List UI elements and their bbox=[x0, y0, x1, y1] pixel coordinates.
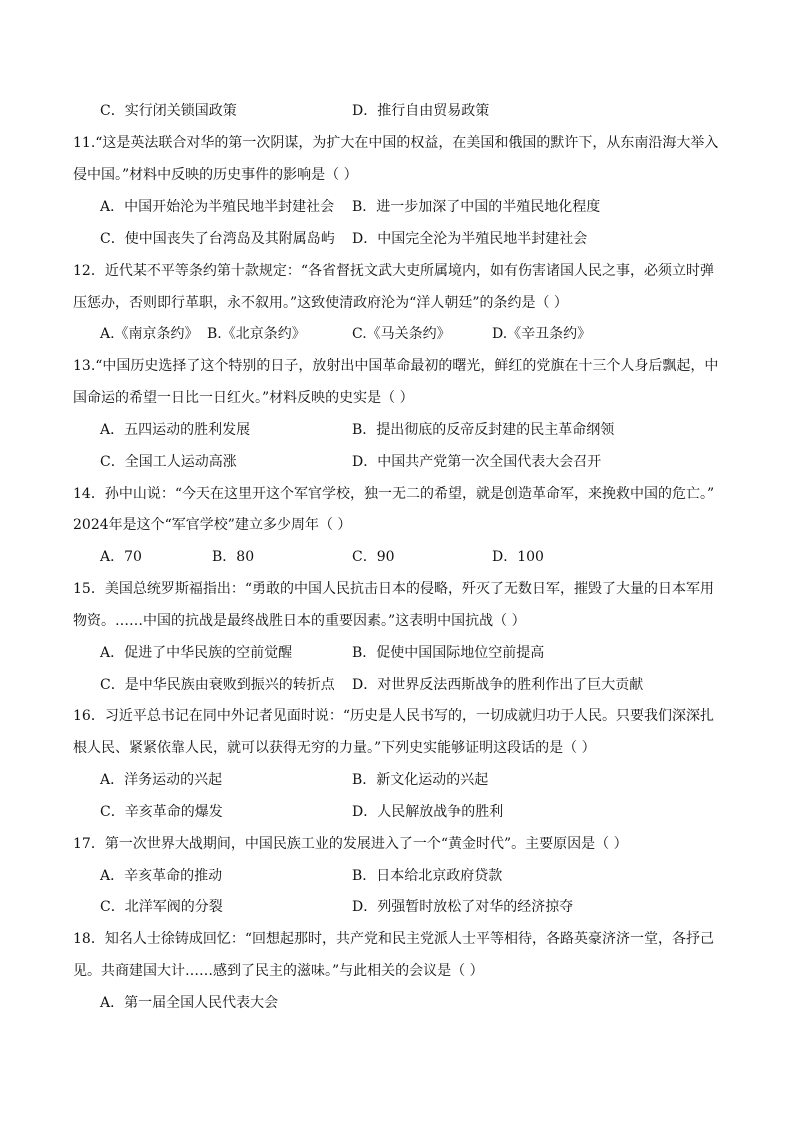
q13-stem-line-1: 13.“中国历史选择了这个特别的日子，放射出中国革命最初的曙光，鲜红的党旗在十三个人身后飘起，中 bbox=[73, 358, 719, 374]
q10-option-c: C．实行闭关锁国政策 bbox=[100, 103, 237, 119]
q12-option-d: D.《辛丑条约》 bbox=[492, 326, 592, 342]
q17-stem-line-1: 17．第一次世界大战期间，中国民族工业的发展进入了一个“黄金时代”。主要原因是（ ） bbox=[73, 836, 628, 852]
q18-option-a: A．第一届全国人民代表大会 bbox=[100, 995, 279, 1011]
q11-stem-line-2: 侵中国。”材料中反映的历史事件的影响是（ ） bbox=[73, 167, 358, 183]
q15-option-a: A．促进了中华民族的空前觉醒 bbox=[100, 645, 293, 661]
q15-option-c: C．是中华民族由衰败到振兴的转折点 bbox=[100, 677, 335, 693]
q18-stem-line-2: 见。共商建国大计……感到了民主的滋味。”与此相关的会议是（ ） bbox=[73, 963, 484, 979]
q14-stem-line-2: 2024年是这个“军官学校”建立多少周年（ ） bbox=[73, 517, 352, 533]
q13-option-d: D．中国共产党第一次全国代表大会召开 bbox=[352, 454, 602, 470]
q16-option-c: C．辛亥革命的爆发 bbox=[100, 804, 223, 820]
q13-stem-line-2: 国命运的希望一日比一日红火。”材料反映的史实是（ ） bbox=[73, 390, 414, 406]
q16-option-b: B．新文化运动的兴起 bbox=[352, 772, 489, 788]
q13-option-a: A．五四运动的胜利发展 bbox=[100, 422, 251, 438]
q16-stem-line-2: 根人民、紧紧依靠人民，就可以获得无穷的力量。”下列史实能够证明这段话的是（ ） bbox=[73, 740, 596, 756]
q15-stem-line-2: 物资。……中国的抗战是最终战胜日本的重要因素。”这表明中国抗战（ ） bbox=[73, 613, 526, 629]
q15-option-d: D．对世界反法西斯战争的胜利作出了巨大贡献 bbox=[352, 677, 644, 693]
q17-option-a: A．辛亥革命的推动 bbox=[100, 868, 223, 884]
q12-option-c: C.《马关条约》 bbox=[352, 326, 451, 342]
q11-option-b: B．进一步加深了中国的半殖民地化程度 bbox=[352, 199, 601, 215]
q17-option-b: B．日本给北京政府贷款 bbox=[352, 868, 503, 884]
q11-option-a: A．中国开始沦为半殖民地半封建社会 bbox=[100, 199, 335, 215]
q14-option-b: B．80 bbox=[212, 549, 255, 565]
q11-stem-line-1: 11.“这是英法联合对华的第一次阴谋，为扩大在中国的权益，在美国和俄国的默许下，从东南沿海大举入 bbox=[73, 135, 719, 151]
q12-option-b: B.《北京条约》 bbox=[207, 326, 306, 342]
q12-option-a: A.《南京条约》 bbox=[100, 326, 199, 342]
q16-option-d: D．人民解放战争的胜利 bbox=[352, 804, 504, 820]
q14-option-c: C．90 bbox=[352, 549, 395, 565]
q14-option-d: D．100 bbox=[492, 549, 544, 565]
q12-stem-line-1: 12．近代某不平等条约第十款规定：“各省督抚文武大吏所属境内，如有伤害诸国人民之事，必须立时弹 bbox=[73, 263, 714, 279]
q10-option-d: D．推行自由贸易政策 bbox=[352, 103, 490, 119]
q16-stem-line-1: 16．习近平总书记在同中外记者见面时说：“历史是人民书写的，一切成就归功于人民。只要我们深深扎 bbox=[73, 708, 714, 724]
q12-stem-line-2: 压惩办，否则即行革职，永不叙用。”这致使清政府沦为“洋人朝廷”的条约是（ ） bbox=[73, 295, 568, 311]
q15-option-b: B．促使中国国际地位空前提高 bbox=[352, 645, 545, 661]
q13-option-b: B．提出彻底的反帝反封建的民主革命纲领 bbox=[352, 422, 615, 438]
q16-option-a: A．洋务运动的兴起 bbox=[100, 772, 223, 788]
q14-option-a: A．70 bbox=[100, 549, 142, 565]
q17-option-c: C．北洋军阀的分裂 bbox=[100, 899, 223, 915]
q15-stem-line-1: 15．美国总统罗斯福指出：“勇敢的中国人民抗击日本的侵略，歼灭了无数日军，摧毁了大量的日本军用 bbox=[73, 581, 714, 597]
q17-option-d: D．列强暂时放松了对华的经济掠夺 bbox=[352, 899, 574, 915]
q18-stem-line-1: 18．知名人士徐铸成回忆：“回想起那时，共产党和民主党派人士平等相待，各路英豪济济一堂，各抒己 bbox=[73, 931, 714, 947]
q14-stem-line-1: 14．孙中山说：“今天在这里开这个军官学校，独一无二的希望，就是创造革命军，来挽救中国的危亡。” bbox=[73, 486, 715, 502]
q13-option-c: C．全国工人运动高涨 bbox=[100, 454, 237, 470]
q11-option-d: D．中国完全沦为半殖民地半封建社会 bbox=[352, 231, 588, 247]
q11-option-c: C．使中国丧失了台湾岛及其附属岛屿 bbox=[100, 231, 335, 247]
